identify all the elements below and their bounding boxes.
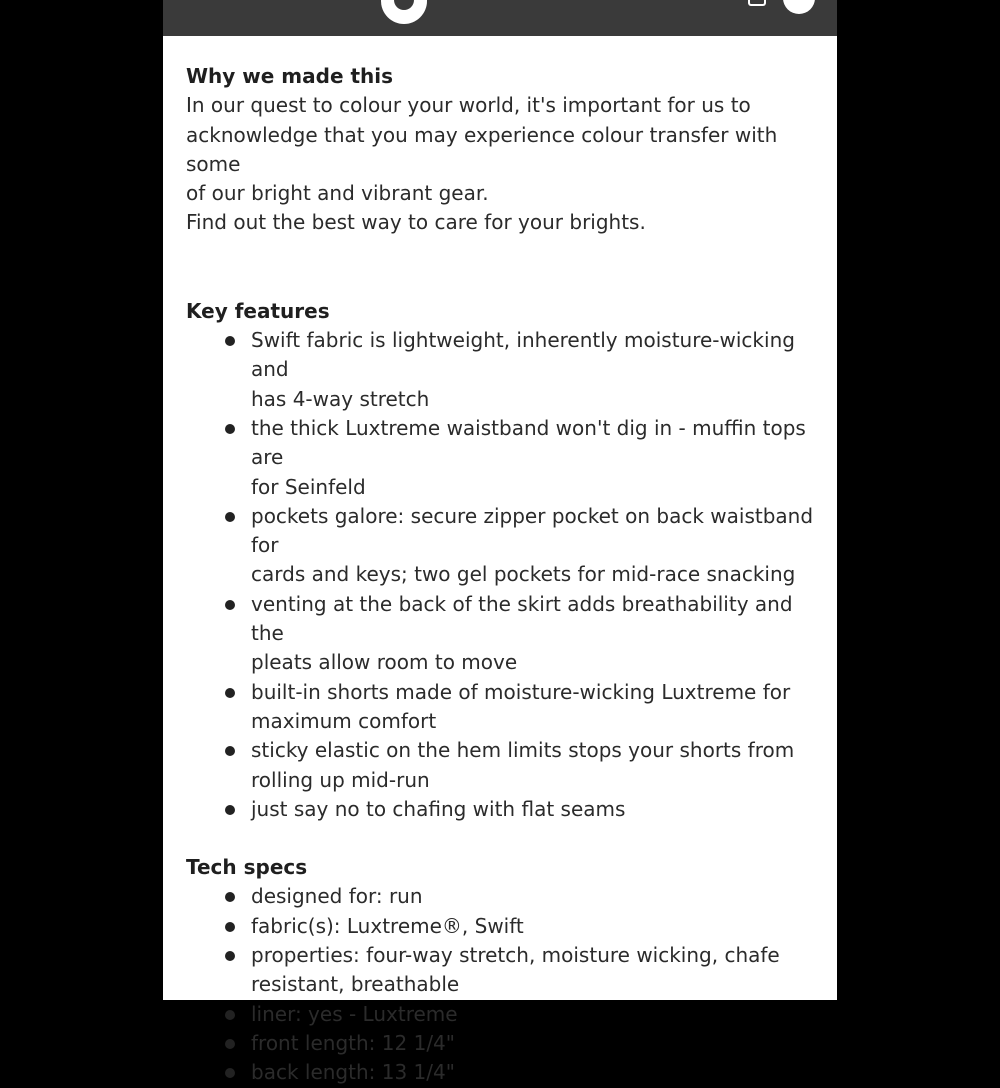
key-feature-item-line: rolling up mid-run: [251, 767, 430, 792]
key-feature-item: [186, 502, 826, 590]
tech-spec-item-line: front length: 12 1/4": [251, 1030, 455, 1055]
key-feature-item-line: just say no to chafing with flat seams: [251, 796, 626, 821]
tech-spec-item: [186, 941, 826, 1000]
bullet-icon: [225, 951, 235, 961]
why-line: In our quest to colour your world, it's important for us to: [186, 93, 751, 118]
key-feature-item: [186, 736, 826, 795]
tech-spec-item-line: back length: 13 1/4": [251, 1060, 455, 1085]
bullet-icon: [225, 922, 235, 932]
key-feature-item: [186, 590, 826, 678]
tech-spec-item: [186, 1058, 826, 1087]
key-feature-item-line: sticky elastic on the hem limits stops your shorts from: [251, 738, 795, 763]
key-feature-item: [186, 326, 826, 414]
tech-spec-item-line: resistant, breathable: [251, 972, 460, 997]
key-feature-item-line: built-in shorts made of moisture-wicking Luxtreme for: [251, 679, 791, 704]
tech-spec-item: [186, 882, 826, 911]
bullet-icon: [225, 746, 235, 756]
key-features-heading: Key features: [186, 298, 330, 323]
tech-spec-item: [186, 912, 826, 941]
why-line: of our bright and vibrant gear.: [186, 181, 489, 206]
bullet-icon: [225, 424, 235, 434]
key-feature-item-line: has 4-way stretch: [251, 386, 430, 411]
key-feature-item-line: maximum comfort: [251, 708, 437, 733]
tech-spec-item: [186, 1029, 826, 1058]
key-feature-item-line: Swift fabric is lightweight, inherently moisture-wicking and: [251, 328, 795, 382]
bullet-icon: [225, 688, 235, 698]
bullet-icon: [225, 1039, 235, 1049]
key-features-section: [186, 297, 826, 824]
why-heading: Why we made this: [186, 64, 394, 88]
bullet-icon: [225, 1010, 235, 1020]
tech-spec-item: [186, 1000, 826, 1029]
tech-spec-item-line: designed for: run: [251, 884, 423, 909]
tech-spec-item-line: liner: yes - Luxtreme: [251, 1001, 458, 1026]
tech-spec-item-line: fabric(s): Luxtreme®, Swift: [251, 913, 524, 938]
bullet-icon: [225, 892, 235, 902]
care-link[interactable]: Find out the best way to care for your brights.: [186, 210, 646, 235]
key-feature-item: [186, 678, 826, 737]
brand-logo-icon[interactable]: [381, 0, 427, 24]
bullet-icon: [225, 512, 235, 522]
tech-specs-list: [186, 882, 826, 1087]
key-feature-item: [186, 795, 826, 824]
menu-icon[interactable]: [783, 0, 815, 14]
tech-specs-section: [186, 853, 826, 1087]
bullet-icon: [225, 805, 235, 815]
why-line: acknowledge that you may experience colour transfer with some: [186, 122, 778, 176]
key-feature-item-line: pleats allow room to move: [251, 650, 518, 675]
mobile-page: [163, 0, 837, 1085]
key-feature-item-line: for Seinfeld: [251, 474, 366, 499]
bullet-icon: [225, 336, 235, 346]
shopping-bag-icon[interactable]: [748, 0, 766, 6]
bullet-icon: [225, 1068, 235, 1078]
key-feature-item-line: pockets galore: secure zipper pocket on back waistband for: [251, 503, 814, 558]
tech-specs-heading: Tech specs: [186, 855, 308, 880]
product-details: [186, 62, 826, 1088]
tech-spec-item-line: properties: four-way stretch, moisture wicking, chafe: [251, 943, 780, 968]
key-features-list: [186, 326, 826, 824]
key-feature-item-line: venting at the back of the skirt adds breathability and the: [251, 591, 793, 646]
bullet-icon: [225, 600, 235, 610]
logo-mark: [394, 0, 414, 10]
why-we-made-this-section: [186, 62, 826, 238]
top-navigation-bar: [163, 0, 837, 36]
key-feature-item-line: the thick Luxtreme waistband won't dig in - muffin tops are: [251, 415, 806, 470]
key-feature-item: [186, 414, 826, 502]
key-feature-item-line: cards and keys; two gel pockets for mid-race snacking: [251, 562, 796, 587]
